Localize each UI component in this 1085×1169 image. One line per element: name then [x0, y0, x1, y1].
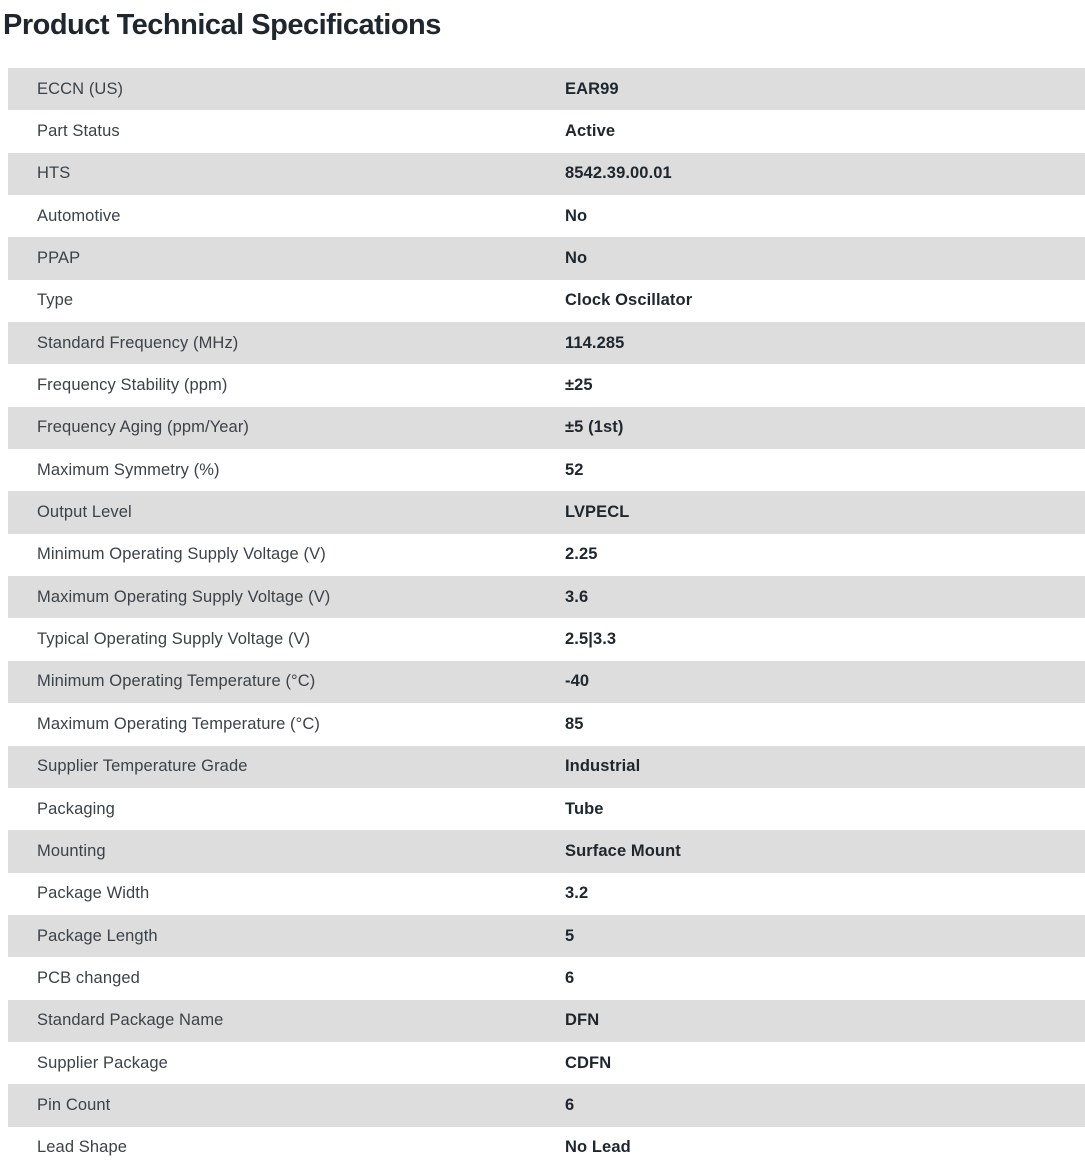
spec-label: ECCN (US): [37, 79, 124, 98]
spec-label: Maximum Symmetry (%): [37, 460, 220, 479]
spec-value: 8542.39.00.01: [565, 164, 672, 183]
spec-table: [8, 68, 1085, 1169]
spec-label: Part Status: [37, 122, 120, 141]
spec-value: LVPECL: [565, 503, 630, 522]
spec-row: [8, 195, 1085, 237]
spec-row: [8, 746, 1085, 788]
spec-value: Industrial: [565, 757, 641, 776]
spec-row: [8, 661, 1085, 703]
spec-row: [8, 449, 1085, 491]
spec-row: [8, 153, 1085, 195]
spec-label: Minimum Operating Supply Voltage (V): [37, 545, 326, 564]
spec-label: Frequency Stability (ppm): [37, 376, 228, 395]
spec-value: 114.285: [565, 333, 625, 352]
spec-value: 3.2: [565, 884, 589, 903]
spec-row: [8, 788, 1085, 830]
spec-value: 85: [565, 714, 584, 733]
spec-row: [8, 618, 1085, 660]
spec-value: EAR99: [565, 79, 619, 98]
spec-row: [8, 830, 1085, 872]
spec-row: [8, 280, 1085, 322]
spec-value: Tube: [565, 799, 604, 818]
spec-value: No: [565, 206, 588, 225]
spec-label: Packaging: [37, 799, 115, 818]
spec-label: Standard Frequency (MHz): [37, 333, 239, 352]
spec-row: [8, 915, 1085, 957]
spec-row: [8, 957, 1085, 999]
spec-row: [8, 237, 1085, 279]
spec-row: [8, 491, 1085, 533]
spec-row: [8, 703, 1085, 745]
spec-label: Typical Operating Supply Voltage (V): [37, 630, 311, 649]
spec-row: [8, 68, 1085, 110]
spec-label: Type: [37, 291, 74, 310]
spec-label: Supplier Temperature Grade: [37, 757, 248, 776]
spec-row: [8, 873, 1085, 915]
spec-value: 2.25: [565, 545, 598, 564]
spec-value: Surface Mount: [565, 841, 681, 860]
spec-value: ±25: [565, 376, 593, 395]
spec-label: PCB changed: [37, 968, 140, 987]
spec-row: [8, 364, 1085, 406]
spec-value: 5: [565, 926, 575, 945]
spec-label: PPAP: [37, 249, 81, 268]
spec-label: Output Level: [37, 503, 132, 522]
spec-label: Maximum Operating Temperature (°C): [37, 714, 320, 733]
spec-label: Package Length: [37, 926, 158, 945]
spec-value: 52: [565, 460, 584, 479]
spec-row: [8, 322, 1085, 364]
spec-row: [8, 534, 1085, 576]
spec-label: Supplier Package: [37, 1053, 168, 1072]
spec-row: [8, 1042, 1085, 1084]
spec-label: Package Width: [37, 884, 150, 903]
spec-value: 6: [565, 1095, 575, 1114]
spec-row: [8, 407, 1085, 449]
spec-value: Active: [565, 122, 616, 141]
spec-label: Standard Package Name: [37, 1011, 224, 1030]
spec-row: [8, 110, 1085, 152]
spec-value: -40: [565, 672, 590, 691]
spec-row: [8, 1000, 1085, 1042]
spec-label: Pin Count: [37, 1095, 111, 1114]
spec-label: Mounting: [37, 841, 106, 860]
spec-label: Frequency Aging (ppm/Year): [37, 418, 250, 437]
spec-value: 3.6: [565, 587, 589, 606]
spec-label: Maximum Operating Supply Voltage (V): [37, 587, 331, 606]
page-title: Product Technical Specifications: [3, 9, 441, 41]
spec-row: [8, 1084, 1085, 1126]
spec-value: No: [565, 249, 588, 268]
spec-value: ±5 (1st): [565, 418, 624, 437]
spec-value: DFN: [565, 1011, 600, 1030]
spec-label: Lead Shape: [37, 1138, 128, 1157]
spec-value: CDFN: [565, 1053, 612, 1072]
spec-value: No Lead: [565, 1138, 631, 1157]
spec-label: Automotive: [37, 206, 121, 225]
spec-value: Clock Oscillator: [565, 291, 693, 310]
spec-label: HTS: [37, 164, 71, 183]
spec-value: 2.5|3.3: [565, 630, 617, 649]
spec-row: [8, 576, 1085, 618]
spec-row: [8, 1127, 1085, 1169]
spec-label: Minimum Operating Temperature (°C): [37, 672, 316, 691]
spec-value: 6: [565, 968, 575, 987]
